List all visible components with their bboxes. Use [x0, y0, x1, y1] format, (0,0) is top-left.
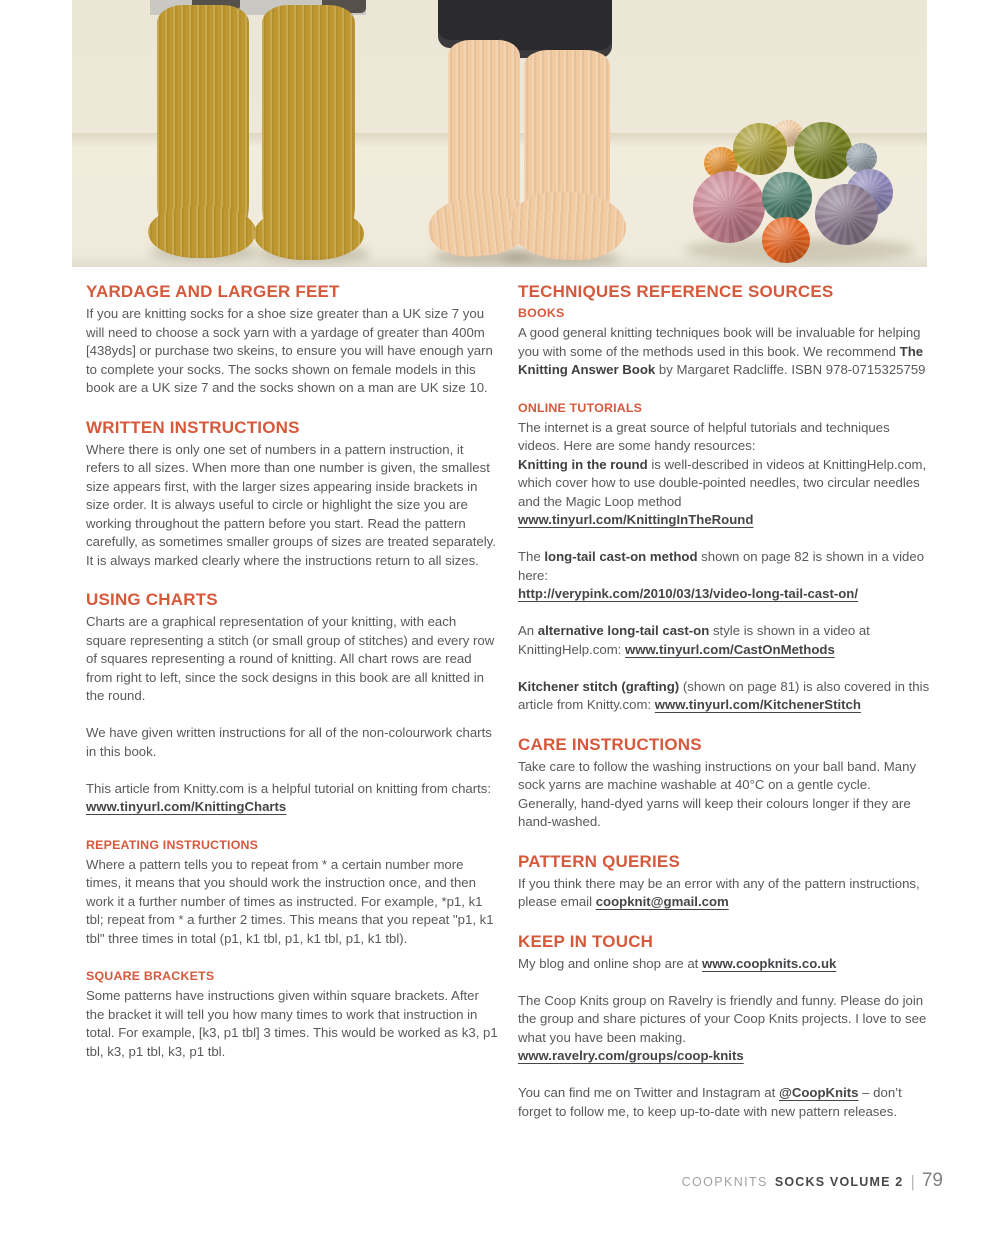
body-text: My blog and online shop are at	[518, 955, 703, 971]
body-text: If you are knitting socks for a shoe size greater than a UK size 7 you will need to choose a sock yarn with a yardage of greater than 400m [438yds] or purchase two skeins, to ensure you will have enough yarn to complete your socks. The socks shown on female models in this book are a UK size 7 and the socks shown on a man are UK size 10.	[86, 306, 493, 395]
paragraph	[86, 987, 499, 1061]
section-square-brackets	[86, 968, 499, 1061]
paragraph	[86, 305, 499, 398]
section-heading: PATTERN QUERIES	[518, 851, 680, 871]
link-coopknits-twitter[interactable]: @CoopKnits	[778, 1085, 859, 1100]
paragraph	[518, 758, 931, 832]
yarn-ball-pink	[693, 171, 765, 243]
photo-bottom-shade	[72, 253, 927, 267]
section-techniques-reference	[518, 281, 931, 380]
link-kitchener-stitch[interactable]: www.tinyurl.com/KitchenerStitch	[654, 697, 861, 712]
body-text: If you think there may be an error with any of the pattern instructions, please email	[518, 875, 920, 909]
body-text: Take care to follow the washing instructions on your ball band. Many sock yarns are machine washable at 40°C on a gentle cycle. Generally, hand-dyed yarns will keep their colours longer if they are hand-washed.	[518, 758, 917, 829]
body-bold: long-tail cast-on method	[544, 549, 698, 564]
paragraph	[518, 1084, 931, 1121]
paragraph	[518, 875, 931, 912]
paragraph	[518, 419, 931, 530]
body-text: – don’t forget to follow me, to keep up-to-date with new pattern releases.	[518, 1085, 902, 1119]
link-cast-on-methods[interactable]: www.tinyurl.com/CastOnMethods	[625, 641, 835, 657]
body-text: style is shown in a video at KnittingHelp.com:	[518, 623, 870, 657]
section-yardage	[86, 281, 499, 398]
paragraph	[518, 992, 931, 1066]
section-heading: WRITTEN INSTRUCTIONS	[86, 417, 300, 437]
body-text: The internet is a great source of helpful tutorials and techniques videos. Here are some handy resources:	[518, 419, 890, 453]
link-coopknits-shop[interactable]: www.coopknits.co.uk	[702, 955, 837, 971]
paragraph	[86, 441, 499, 571]
yarn-ball-teal	[762, 172, 812, 222]
paragraph	[86, 780, 499, 817]
section-heading: TECHNIQUES REFERENCE SOURCES	[518, 282, 834, 301]
body-text: Where a pattern tells you to repeat from * a certain number more times, it means that you should work the instruction once, and then work it a further number of times as instructed. For example, *p1, k1 tbl; repeat from * a further 2 times. This means that you repeat "p1, k1 tbl" three times in total (p1, k1 tbl, p1, k1 tbl, p1, k1 tbl).	[86, 856, 494, 946]
subsection-heading: BOOKS	[518, 306, 565, 320]
section-written-instructions	[86, 417, 499, 571]
body-text: The Coop Knits group on Ravelry is friendly and funny. Please do join the group and share pictures of your Coop Knits projects. I love to see what you have been making.	[518, 992, 927, 1045]
footer-book-title: SOCKS VOLUME 2	[774, 1175, 904, 1189]
link-email-coopknit[interactable]: coopknit@gmail.com	[595, 894, 729, 909]
body-bold: Kitchener stitch (grafting)	[518, 678, 680, 694]
page-number: 79	[921, 1170, 943, 1191]
section-care-instructions	[518, 734, 931, 832]
page-footer	[682, 1170, 943, 1192]
paragraph	[518, 622, 931, 659]
section-heading: CARE INSTRUCTIONS	[518, 734, 702, 754]
body-text: You can find me on Twitter and Instagram at	[518, 1085, 779, 1100]
body-text: is well-described in videos at KnittingHelp.com, which cover how to use double-pointed needles, two circular needles and the Magic Loop method	[518, 456, 927, 509]
link-knitting-charts[interactable]: www.tinyurl.com/KnittingCharts	[86, 799, 287, 814]
content-columns	[86, 281, 931, 1121]
paragraph	[518, 324, 931, 380]
body-text: A good general knitting techniques book will be invaluable for helping you with some of the methods used in this book. We recommend	[518, 325, 921, 359]
photo-knitted-socks	[72, 0, 927, 267]
body-text: Charts are a graphical representation of your knitting, with each square representing a stitch (or small group of stitches) and every row of squares representing a round of knitting. All chart rows are read from right to left, since the sock designs in this book are all knitted in the round.	[86, 614, 495, 703]
paragraph	[518, 548, 931, 604]
body-text: This article from Knitty.com is a helpful tutorial on knitting from charts:	[86, 780, 492, 796]
body-text: The	[518, 549, 545, 564]
link-ravelry-group[interactable]: www.ravelry.com/groups/coop-knits	[518, 1048, 744, 1063]
footer-brand: COOPKNITS	[681, 1175, 768, 1189]
section-repeating-instructions	[86, 837, 499, 949]
body-text: Some patterns have instructions given within square brackets. After the bracket it will tell you how many times to work that instruction in total. For example, [k3, p1 tbl] 3 times. This would be worked as k3, p1 tbl, k3, p1 tbl, k3, p1 tbl.	[86, 988, 498, 1059]
subsection-heading: SQUARE BRACKETS	[86, 969, 215, 983]
body-text: shown on page 82 is shown in a video here:	[518, 549, 925, 583]
subsection-heading: REPEATING INSTRUCTIONS	[86, 837, 259, 852]
section-online-tutorials	[518, 400, 931, 715]
body-text: by Margaret Radcliffe. ISBN 978-0715325759	[655, 362, 926, 377]
paragraph	[86, 724, 499, 761]
paragraph	[518, 678, 931, 715]
book-title: The Knitting Answer Book	[518, 343, 924, 377]
link-verypink-video[interactable]: http://verypink.com/2010/03/13/video-long-tail-cast-on/	[518, 586, 859, 601]
paragraph	[86, 856, 499, 949]
body-text: Where there is only one set of numbers in a pattern instruction, it refers to all sizes. When more than one number is given, the smallest size appears first, with the larger sizes appearing inside brackets in size order. It is always useful to circle or highlight the size you are working throughout the pattern before you start. Read the pattern carefully, as sometimes smaller groups of sizes are treated separately. It is always marked clearly where the instructions return to all sizes.	[86, 441, 496, 568]
body-text: (shown on page 81) is also covered in this article from Knitty.com:	[518, 678, 930, 712]
body-text: An	[518, 623, 538, 638]
section-heading: KEEP IN TOUCH	[518, 931, 654, 951]
yarn-ball-olive	[794, 122, 852, 179]
footer-separator: |	[910, 1172, 915, 1191]
body-bold: alternative long-tail cast-on	[537, 623, 710, 638]
body-text: We have given written instructions for all of the non-colourwork charts in this book.	[86, 725, 492, 759]
link-knitting-in-the-round[interactable]: www.tinyurl.com/KnittingInTheRound	[518, 512, 754, 527]
section-heading: YARDAGE AND LARGER FEET	[86, 282, 340, 301]
right-column	[518, 281, 931, 1121]
paragraph	[518, 955, 931, 974]
subsection-heading: ONLINE TUTORIALS	[518, 400, 643, 415]
yarn-ball-chartreuse	[733, 123, 787, 175]
mustard-sock-foot	[148, 206, 256, 258]
section-pattern-queries	[518, 851, 931, 912]
section-using-charts	[86, 589, 499, 817]
body-bold: Knitting in the round	[518, 456, 648, 472]
section-keep-in-touch	[518, 931, 931, 1122]
left-column	[86, 281, 499, 1121]
yarn-ball-purple-grey	[815, 184, 878, 245]
section-heading: USING CHARTS	[86, 590, 218, 609]
paragraph	[86, 613, 499, 706]
